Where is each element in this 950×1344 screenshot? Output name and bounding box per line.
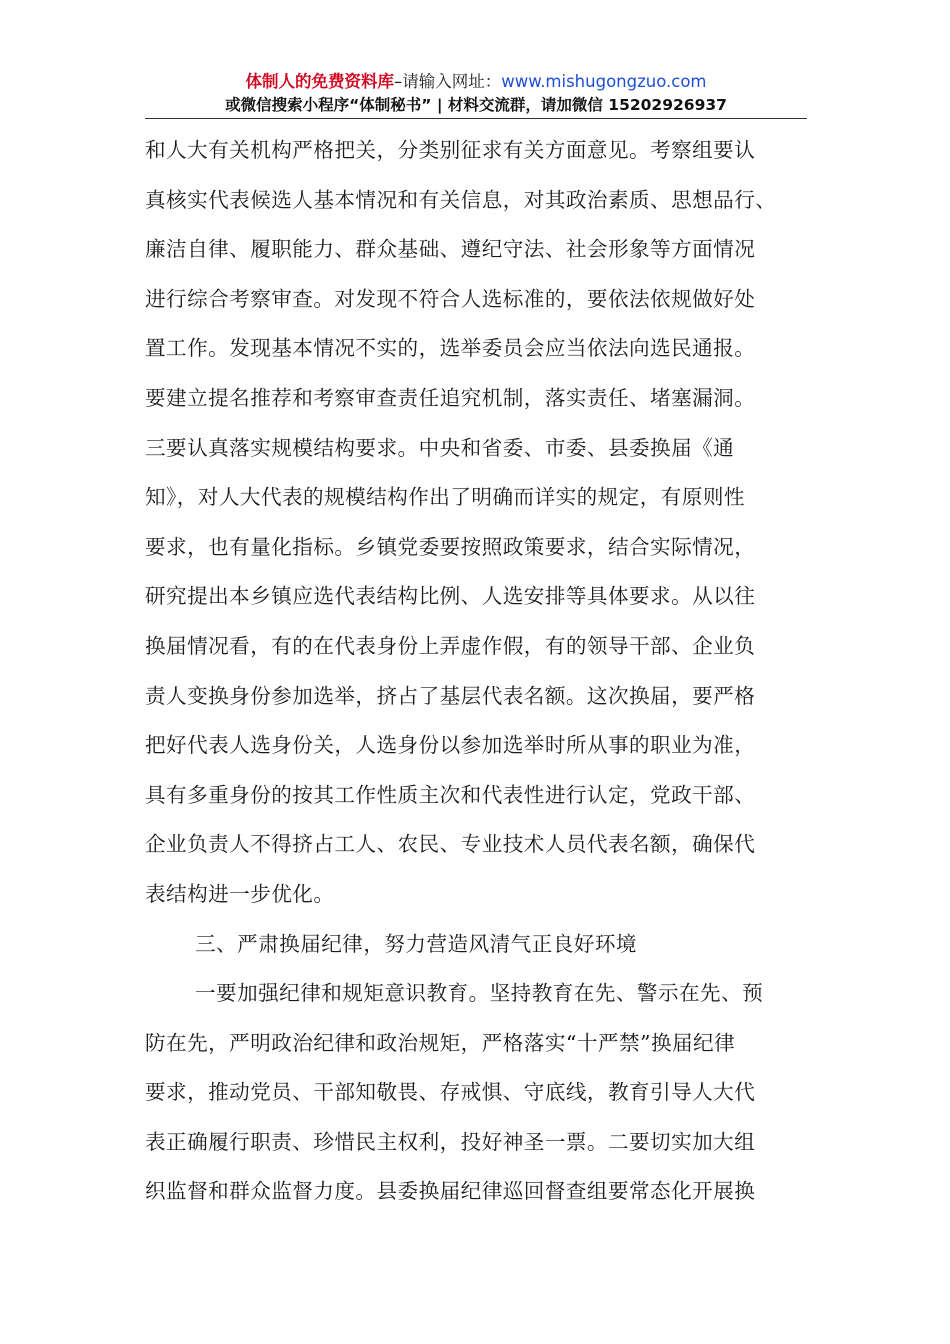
body-line: 知》，对人大代表的规模结构作出了明确而详实的规定，有原则性: [145, 485, 745, 510]
body-line: 防在先，严明政治纪律和政治规矩，严格落实“十严禁”换届纪律: [145, 1030, 736, 1055]
body-line: 和人大有关机构严格把关，分类别征求有关方面意见。考察组要认: [145, 138, 756, 162]
body-line: 要求，推动党员、干部知敬畏、存戒惧、守底线，教育引导人大代: [145, 1080, 756, 1105]
body-line: 换届情况看，有的在代表身份上弄虚作假，有的领导干部、企业负: [145, 633, 756, 658]
header-divider: [145, 118, 807, 119]
body-line: 置工作。发现基本情况不实的，选举委员会应当依法向选民通报。: [145, 336, 756, 361]
header-line-2: 或微信搜索小程序“体制秘书” | 材料交流群，请加微信 15202926937: [225, 96, 727, 114]
body-line: 三要认真落实规模结构要求。中央和省委、市委、县委换届《通: [145, 435, 735, 460]
document-body: [145, 126, 815, 1217]
body-line: 进行综合考察审查。对发现不符合人选标准的，要依法依规做好处: [145, 286, 756, 311]
section-heading: 三、严肃换届纪律，努力营造风清气正良好环境: [195, 931, 637, 956]
body-line: 企业负责人不得挤占工人、农民、专业技术人员代表名额，确保代: [145, 832, 756, 857]
body-line: 表结构进一步优化。: [145, 881, 335, 906]
header-brand: 体制人的免费资料库: [245, 72, 394, 91]
body-line: 表正确履行职责、珍惜民主权利，投好神圣一票。二要切实加大组: [145, 1129, 756, 1154]
body-line: 把好代表人选身份关，人选身份以参加选举时所从事的职业为准，: [145, 733, 756, 758]
body-line: 真核实代表候选人基本情况和有关信息，对其政治素质、思想品行、: [145, 187, 777, 212]
body-line: 要建立提名推荐和考察审查责任追究机制，落实责任、堵塞漏洞。: [145, 385, 756, 410]
body-line: 廉洁自律、履职能力、群众基础、遵纪守法、社会形象等方面情况: [145, 237, 756, 262]
header-line-1: [145, 70, 807, 94]
body-line: 要求，也有量化指标。乡镇党委要按照政策要求，结合实际情况，: [145, 534, 756, 559]
paragraph-start-line: 一要加强纪律和规矩意识教育。坚持教育在先、警示在先、预: [195, 981, 764, 1006]
page-header: [145, 70, 807, 116]
body-line: 责人变换身份参加选举，挤占了基层代表名额。这次换届，要严格: [145, 683, 756, 708]
header-url-link[interactable]: www.mishugongzuo.com: [501, 72, 707, 91]
header-prompt: –请输入网址：: [393, 72, 502, 91]
body-line: 织监督和群众监督力度。县委换届纪律巡回督查组要常态化开展换: [145, 1179, 756, 1204]
body-line: 研究提出本乡镇应选代表结构比例、人选安排等具体要求。从以往: [145, 584, 756, 609]
body-line: 具有多重身份的按其工作性质主次和代表性进行认定，党政干部、: [145, 782, 756, 807]
